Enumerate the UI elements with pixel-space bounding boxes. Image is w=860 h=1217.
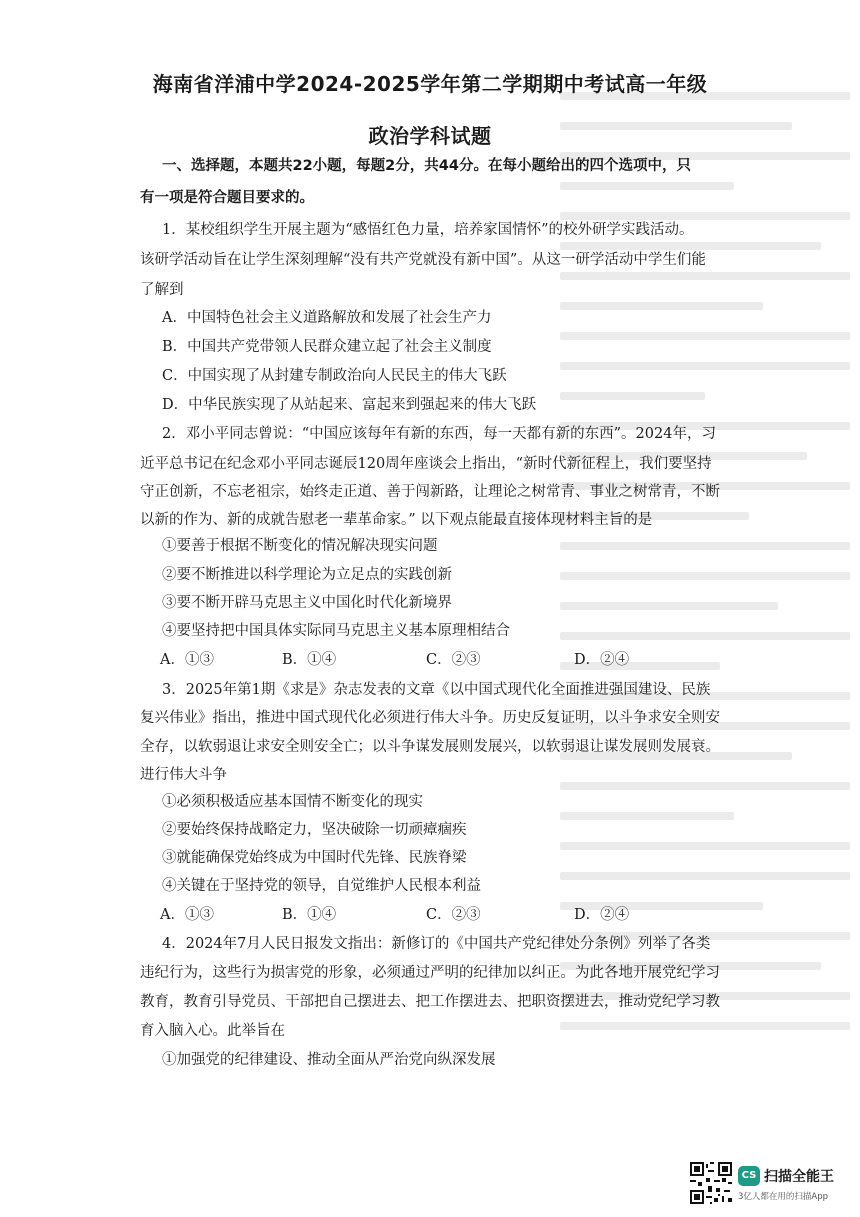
exam-title: 海南省洋浦中学2024-2025学年第二学期期中考试高一年级 xyxy=(152,72,708,96)
q3-choice-b: B．①④ xyxy=(282,907,337,923)
q3-choice-a: A．①③ xyxy=(160,907,214,923)
section-instructions-line2: 有一项是符合题目要求的。 xyxy=(140,190,314,206)
qr-code-icon[interactable] xyxy=(690,1162,732,1204)
q2-statement-3: ③要不断开辟马克思主义中国化时代化新境界 xyxy=(162,595,452,611)
q2-stem-line1: 2．邓小平同志曾说：“中国应该每年有新的东西，每一天都有新的东西”。2024年，习 xyxy=(162,426,716,442)
q2-stem-line4: 以新的作为、新的成就告慰老一辈革命家。” 以下观点能最直接体现材料主旨的是 xyxy=(140,512,653,528)
q2-stem-line2: 近平总书记在纪念邓小平同志诞辰120周年座谈会上指出，“新时代新征程上，我们要坚持 xyxy=(140,456,712,472)
q2-choice-a: A．①③ xyxy=(160,652,214,668)
q1-option-b: B．中国共产党带领人民群众建立起了社会主义制度 xyxy=(162,339,492,355)
q3-statement-1: ①必须积极适应基本国情不断变化的现实 xyxy=(162,794,423,810)
q2-stem-line3: 守正创新，不忘老祖宗，始终走正道、善于闯新路，让理论之树常青、事业之树常青，不断 xyxy=(140,484,720,500)
q3-statement-3: ③就能确保党始终成为中国时代先锋、民族脊梁 xyxy=(162,850,467,866)
section-instructions-line1: 一、选择题，本题共22小题，每题2分，共44分。在每小题给出的四个选项中，只 xyxy=(162,158,691,174)
q3-statement-2: ②要始终保持战略定力，坚决破除一切顽瘴痼疾 xyxy=(162,822,467,838)
q2-statement-2: ②要不断推进以科学理论为立足点的实践创新 xyxy=(162,567,452,583)
brand-tagline: 3亿人都在用的扫描App xyxy=(738,1192,829,1202)
q3-stem-line4: 进行伟大斗争 xyxy=(140,767,227,783)
q1-stem-line1: 1．某校组织学生开展主题为“感悟红色力量，培养家国情怀”的校外研学实践活动。 xyxy=(162,222,694,238)
q2-choice-b: B．①④ xyxy=(282,652,337,668)
q1-option-d: D．中华民族实现了从站起来、富起来到强起来的伟大飞跃 xyxy=(162,397,537,413)
q3-stem-line3: 全存，以软弱退让求安全则安全亡；以斗争谋发展则发展兴，以软弱退让谋发展则发展衰。 xyxy=(140,739,720,755)
q4-stem-line4: 育入脑入心。此举旨在 xyxy=(140,1023,285,1039)
q1-option-c: C．中国实现了从封建专制政治向人民民主的伟大飞跃 xyxy=(162,368,507,384)
subject-title: 政治学科试题 xyxy=(368,124,492,148)
q3-statement-4: ④关键在于坚持党的领导，自觉维护人民根本利益 xyxy=(162,878,481,894)
q4-statement-1: ①加强党的纪律建设、推动全面从严治党向纵深发展 xyxy=(162,1052,496,1068)
q2-choice-d: D．②④ xyxy=(574,652,630,668)
camscanner-logo: CS xyxy=(738,1166,760,1186)
q3-choice-d: D．②④ xyxy=(574,907,630,923)
q2-choice-c: C．②③ xyxy=(426,652,481,668)
q3-choice-c: C．②③ xyxy=(426,907,481,923)
scanner-watermark xyxy=(690,1162,850,1207)
q1-option-a: A．中国特色社会主义道路解放和发展了社会生产力 xyxy=(162,310,492,326)
q1-stem-line3: 了解到 xyxy=(140,282,184,298)
q3-stem-line2: 复兴伟业》指出，推进中国式现代化必须进行伟大斗争。历史反复证明，以斗争求安全则安 xyxy=(140,710,720,726)
q4-stem-line2: 违纪行为，这些行为损害党的形象，必须通过严明的纪律加以纠正。为此各地开展党纪学习 xyxy=(140,965,720,981)
q1-stem-line2: 该研学活动旨在让学生深刻理解“没有共产党就没有新中国”。从这一研学活动中学生们能 xyxy=(140,252,706,268)
brand-name: 扫描全能王 xyxy=(764,1169,834,1185)
q3-stem-line1: 3．2025年第1期《求是》杂志发表的文章《以中国式现代化全面推进强国建设、民族 xyxy=(162,682,711,698)
q2-statement-4: ④要坚持把中国具体实际同马克思主义基本原理相结合 xyxy=(162,623,510,639)
q4-stem-line3: 教育，教育引导党员、干部把自己摆进去、把工作摆进去、把职资摆进去，推动党纪学习教 xyxy=(140,994,720,1010)
q2-statement-1: ①要善于根据不断变化的情况解决现实问题 xyxy=(162,538,438,554)
q4-stem-line1: 4．2024年7月人民日报发文指出：新修订的《中国共产党纪律处分条例》列举了各类 xyxy=(162,936,711,952)
